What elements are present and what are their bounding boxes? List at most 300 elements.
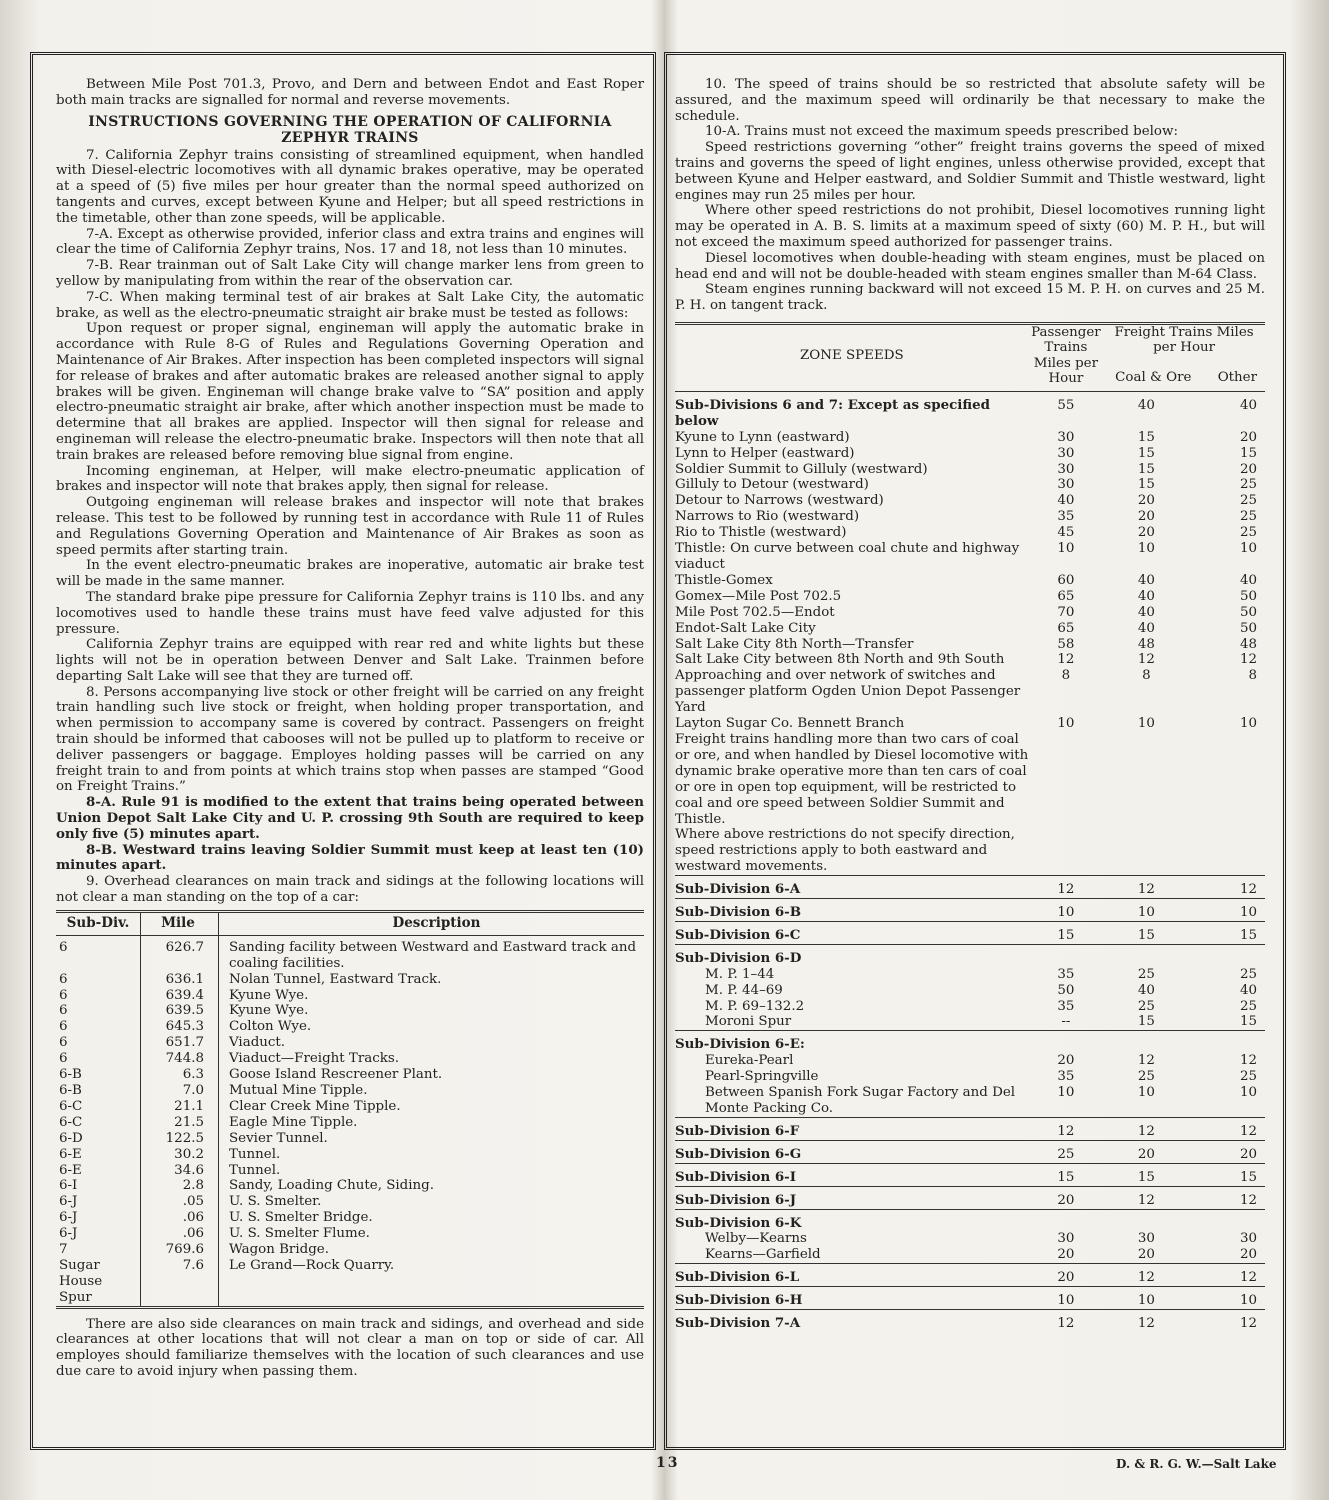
header-mile: Mile bbox=[141, 911, 219, 935]
zone-row bbox=[675, 509, 1265, 525]
coal-ore-speed: 15 bbox=[1103, 921, 1189, 944]
zone-name-cell bbox=[675, 876, 1029, 899]
zone-row bbox=[675, 1247, 1265, 1263]
coal-ore-speed: 12 bbox=[1137, 652, 1155, 668]
zone-row bbox=[675, 621, 1265, 637]
coal-ore-speed: 30 bbox=[1137, 1231, 1155, 1247]
zone-name: Layton Sugar Co. Bennett Branch bbox=[675, 716, 905, 732]
mile-cell: .06 bbox=[141, 1210, 219, 1226]
other-speed: 15 bbox=[1190, 1163, 1265, 1186]
description-cell: Nolan Tunnel, Eastward Track. bbox=[229, 971, 442, 987]
table-row bbox=[56, 935, 644, 971]
other-speed: 12 bbox=[1190, 1117, 1265, 1140]
passenger-speed: 20 bbox=[1057, 1053, 1075, 1069]
coal-ore-speed: 40 bbox=[1137, 982, 1155, 998]
other-speed: 12 bbox=[1190, 1186, 1265, 1209]
zone-name: Gilluly to Detour (westward) bbox=[675, 477, 869, 493]
other-speed: 15 bbox=[1190, 921, 1265, 944]
zone-name-cell bbox=[675, 621, 1029, 637]
coal-ore-speed bbox=[1103, 1031, 1189, 1053]
zone-name: Eureka-Pearl bbox=[705, 1053, 794, 1069]
zone-name: Narrows to Rio (westward) bbox=[675, 509, 860, 525]
other-speed: 48 bbox=[1239, 636, 1257, 652]
zone-row bbox=[675, 1014, 1265, 1030]
coal-ore-speed: 12 bbox=[1103, 1264, 1189, 1287]
other-speed: 20 bbox=[1239, 461, 1257, 477]
table-row bbox=[56, 1003, 644, 1019]
coal-ore-speed: 15 bbox=[1137, 1014, 1155, 1030]
mile-cell: 2.8 bbox=[141, 1178, 219, 1194]
table-row bbox=[56, 1115, 644, 1131]
description-cell: Colton Wye. bbox=[229, 1019, 312, 1035]
other-speed: 10 bbox=[1239, 1085, 1257, 1101]
mile-cell: 6.3 bbox=[141, 1067, 219, 1083]
table-row bbox=[56, 1210, 644, 1226]
subdiv-cell: 6 bbox=[56, 1051, 141, 1067]
coal-ore-speed: 12 bbox=[1103, 1310, 1189, 1332]
subdiv-cell: 6-C bbox=[56, 1099, 141, 1115]
clearance-header-row bbox=[56, 911, 644, 935]
subdivision-row bbox=[675, 391, 1265, 429]
subdiv-cell: 6-B bbox=[56, 1083, 141, 1099]
description-cell: Tunnel. bbox=[229, 1162, 281, 1178]
passenger-speed: 10 bbox=[1029, 1287, 1104, 1310]
passenger-speed: 8 bbox=[1061, 668, 1071, 684]
subdiv-cell: 6 bbox=[56, 972, 141, 988]
passenger-speed: 15 bbox=[1029, 921, 1104, 944]
zone-row bbox=[675, 605, 1265, 621]
coal-ore-speed: 15 bbox=[1137, 477, 1155, 493]
zone-name-cell bbox=[675, 1186, 1029, 1209]
zone-name-cell bbox=[675, 1310, 1029, 1332]
zone-row bbox=[675, 1231, 1265, 1247]
zone-row bbox=[675, 1069, 1265, 1085]
zone-row bbox=[675, 999, 1265, 1015]
table-row bbox=[56, 1163, 644, 1179]
instruction-paragraphs bbox=[56, 148, 644, 906]
other-speed: 10 bbox=[1190, 1287, 1265, 1310]
zone-name: Gomex—Mile Post 702.5 bbox=[675, 588, 842, 604]
zone-name: Salt Lake City between 8th North and 9th South bbox=[675, 652, 1005, 668]
zone-name-cell bbox=[675, 899, 1029, 922]
passenger-speed: 30 bbox=[1057, 461, 1075, 477]
description-cell: Eagle Mine Tipple. bbox=[229, 1114, 358, 1130]
zone-row bbox=[675, 1085, 1265, 1117]
zone-name-cell bbox=[675, 1140, 1029, 1163]
description-cell: Kyune Wye. bbox=[229, 987, 309, 1003]
coal-ore-speed: 40 bbox=[1137, 620, 1155, 636]
zone-row bbox=[675, 652, 1265, 668]
zone-header-row bbox=[675, 323, 1265, 391]
coal-ore-speed: 48 bbox=[1137, 636, 1155, 652]
other-speed: 40 bbox=[1239, 982, 1257, 998]
zone-name: Sub-Division 6-D bbox=[675, 949, 802, 966]
passenger-speed: 12 bbox=[1029, 876, 1104, 899]
zone-row bbox=[675, 637, 1265, 653]
description-cell: Sevier Tunnel. bbox=[229, 1130, 328, 1146]
passenger-speed: 58 bbox=[1057, 636, 1075, 652]
other-speed: 15 bbox=[1239, 445, 1257, 461]
zone-name-cell bbox=[675, 732, 1029, 827]
zone-name: Sub-Division 6-C bbox=[675, 926, 801, 943]
description-cell: Le Grand—Rock Quarry. bbox=[229, 1257, 395, 1273]
other-speed: 12 bbox=[1239, 652, 1257, 668]
table-row bbox=[56, 1051, 644, 1067]
zone-speeds-table bbox=[675, 322, 1265, 1332]
zone-name-cell bbox=[675, 430, 1029, 446]
other-header: Other bbox=[1217, 369, 1257, 385]
passenger-speed: 65 bbox=[1057, 620, 1075, 636]
description-cell: U. S. Smelter Flume. bbox=[229, 1226, 370, 1242]
other-speed: 25 bbox=[1239, 509, 1257, 525]
paragraph: Incoming engineman, at Helper, will make electro-pneumatic application of brakes and inspector will note that brakes apply, then signal for release. bbox=[56, 463, 644, 495]
freight-header bbox=[1103, 323, 1265, 391]
table-row bbox=[56, 1226, 644, 1242]
passenger-speed: 10 bbox=[1029, 899, 1104, 922]
subdiv-cell: 6-D bbox=[56, 1131, 141, 1147]
freight-subheaders bbox=[1103, 370, 1265, 386]
zone-name-cell bbox=[675, 1163, 1029, 1186]
mile-cell: 626.7 bbox=[141, 935, 219, 971]
passenger-speed: 15 bbox=[1029, 1163, 1104, 1186]
zone-name: Thistle: On curve between coal chute and highway viaduct bbox=[675, 541, 1020, 573]
coal-ore-speed: 20 bbox=[1137, 525, 1155, 541]
passenger-speed: 30 bbox=[1057, 429, 1075, 445]
table-row bbox=[56, 972, 644, 988]
other-speed: 20 bbox=[1190, 1140, 1265, 1163]
subdivision-row bbox=[675, 876, 1265, 899]
zone-name-cell bbox=[675, 827, 1029, 875]
passenger-speed: 12 bbox=[1029, 1310, 1104, 1332]
left-column bbox=[56, 77, 644, 1380]
mile-cell: 744.8 bbox=[141, 1051, 219, 1067]
zone-name-cell bbox=[675, 1264, 1029, 1287]
passenger-speed: 45 bbox=[1057, 525, 1075, 541]
mile-cell: 122.5 bbox=[141, 1131, 219, 1147]
passenger-speed: 20 bbox=[1029, 1264, 1104, 1287]
printer-imprint: D. & R. G. W.—Salt Lake bbox=[1116, 1457, 1277, 1471]
subdiv-cell: 6 bbox=[56, 1003, 141, 1019]
other-speed bbox=[1190, 944, 1265, 966]
other-speed: 25 bbox=[1239, 1069, 1257, 1085]
passenger-speed bbox=[1029, 944, 1104, 966]
subdiv-cell: 6-I bbox=[56, 1178, 141, 1194]
coal-ore-speed: 40 bbox=[1137, 604, 1155, 620]
coal-ore-speed: 12 bbox=[1103, 876, 1189, 899]
zone-name-cell bbox=[675, 391, 1029, 429]
coal-ore-speed: 20 bbox=[1137, 493, 1155, 509]
zone-name: Sub-Division 6-B bbox=[675, 904, 802, 921]
subdiv-cell: 7 bbox=[56, 1242, 141, 1258]
coal-ore-speed: 25 bbox=[1137, 998, 1155, 1014]
other-speed: 25 bbox=[1239, 477, 1257, 493]
paragraph: California Zephyr trains are equipped with rear red and white lights but these lights will not be in operation between Denver and Salt Lake. Trainmen before departing Salt Lake will see that they are turned off. bbox=[56, 637, 644, 684]
subdivision-row bbox=[675, 1117, 1265, 1140]
coal-ore-speed: 15 bbox=[1103, 1163, 1189, 1186]
table-row bbox=[56, 1131, 644, 1147]
coal-ore-speed: 15 bbox=[1137, 461, 1155, 477]
coal-ore-speed: 20 bbox=[1137, 509, 1155, 525]
mile-cell: 645.3 bbox=[141, 1019, 219, 1035]
page-number: 13 bbox=[656, 1455, 680, 1471]
coal-ore-speed: 40 bbox=[1137, 588, 1155, 604]
passenger-speed: 35 bbox=[1057, 998, 1075, 1014]
subdiv-cell: 6-J bbox=[56, 1194, 141, 1210]
speed-paragraph: Speed restrictions governing “other” freight trains governs the speed of mixed trains and governs the speed of light engines, unless otherwise provided, except that between Kyune and Helper eastward, and Soldier Summit and Thistle westward, light engines may run 25 miles per hour. bbox=[675, 140, 1265, 203]
zone-row bbox=[675, 716, 1265, 732]
zone-name: Rio to Thistle (westward) bbox=[675, 525, 847, 541]
subdiv-cell: 6-E bbox=[56, 1147, 141, 1163]
freight-header-label: Freight Trains Miles per Hour bbox=[1114, 324, 1254, 356]
mile-cell: 30.2 bbox=[141, 1147, 219, 1163]
zone-name: Sub-Division 6-A bbox=[675, 881, 801, 898]
table-row bbox=[56, 1019, 644, 1035]
subdiv-cell: 6-J bbox=[56, 1226, 141, 1242]
other-speed: 50 bbox=[1239, 604, 1257, 620]
description-cell: Sandy, Loading Chute, Siding. bbox=[229, 1178, 434, 1194]
zone-name: Sub-Divisions 6 and 7: Except as specified below bbox=[675, 396, 990, 429]
zone-name-cell bbox=[675, 605, 1029, 621]
coal-ore-speed: 15 bbox=[1137, 445, 1155, 461]
paragraph: The standard brake pipe pressure for California Zephyr trains is 110 lbs. and any locomotives used to handle these trains must have feed valve adjusted for this pressure. bbox=[56, 589, 644, 637]
description-cell: U. S. Smelter Bridge. bbox=[229, 1210, 373, 1226]
zone-row bbox=[675, 493, 1265, 509]
zone-name: Sub-Division 6-G bbox=[675, 1145, 802, 1162]
subdivision-row bbox=[675, 1287, 1265, 1310]
coal-ore-speed: 8 bbox=[1142, 668, 1151, 684]
coal-ore-speed bbox=[1103, 1209, 1189, 1231]
passenger-speed: 10 bbox=[1057, 541, 1075, 557]
paragraph: 7-C. When making terminal test of air brakes at Salt Lake City, the automatic brake, as well as the electro-pneumatic straight air brake must be tested as follows: bbox=[56, 289, 644, 321]
subdiv-cell: 6 bbox=[56, 1035, 141, 1051]
other-speed: 25 bbox=[1239, 525, 1257, 541]
zone-name: Kyune to Lynn (eastward) bbox=[675, 429, 850, 445]
zone-row bbox=[675, 462, 1265, 478]
zone-name-cell bbox=[675, 1031, 1029, 1053]
mile-cell: 7.6 bbox=[141, 1258, 219, 1307]
paragraph-bold: 8-B. Westward trains leaving Soldier Summit must keep at least ten (10) minutes apart. bbox=[56, 841, 644, 874]
zone-name: Thistle-Gomex bbox=[675, 572, 773, 588]
subdiv-cell: Sugar House Spur bbox=[56, 1258, 141, 1307]
other-speed: 10 bbox=[1190, 899, 1265, 922]
paragraph: In the event electro-pneumatic brakes are inoperative, automatic air brake test will be made in the same manner. bbox=[56, 558, 644, 590]
passenger-speed: 30 bbox=[1057, 1231, 1075, 1247]
zone-name-cell bbox=[675, 1069, 1029, 1085]
zone-name: Lynn to Helper (eastward) bbox=[675, 445, 855, 461]
zone-name-cell bbox=[675, 1209, 1029, 1231]
other-speed: 20 bbox=[1239, 429, 1257, 445]
other-speed: 10 bbox=[1239, 716, 1257, 732]
description-cell: Kyune Wye. bbox=[229, 1003, 309, 1019]
coal-ore-speed: 20 bbox=[1137, 1247, 1155, 1263]
table-row bbox=[56, 1067, 644, 1083]
zone-name: Freight trains handling more than two cars of coal or ore, and when handled by Diesel locomotive with dynamic brake operative more than ten cars of coal or ore in open top equipment, will be restricted to coal and ore speed between Soldier Summit and Thistle. bbox=[675, 731, 1029, 827]
passenger-speed: 10 bbox=[1057, 716, 1075, 732]
other-speed: 12 bbox=[1190, 1310, 1265, 1332]
subdiv-cell: 6 bbox=[56, 935, 141, 971]
other-speed: 20 bbox=[1239, 1247, 1257, 1263]
mile-cell: 7.0 bbox=[141, 1083, 219, 1099]
zone-name-cell bbox=[675, 573, 1029, 589]
other-speed: 30 bbox=[1239, 1231, 1257, 1247]
clearance-table bbox=[56, 910, 644, 1309]
passenger-speed: 35 bbox=[1057, 509, 1075, 525]
zone-name: M. P. 1–44 bbox=[705, 966, 775, 982]
other-speed bbox=[1190, 1209, 1265, 1231]
zone-name: Sub-Division 6-I bbox=[675, 1168, 796, 1185]
zone-name-cell bbox=[675, 1117, 1029, 1140]
coal-ore-speed bbox=[1103, 944, 1189, 966]
other-speed bbox=[1190, 732, 1265, 827]
zone-name: Sub-Division 6-K bbox=[675, 1214, 802, 1231]
paragraph: 10. The speed of trains should be so restricted that absolute safety will be assured, and the maximum speed will ordinarily be that necessary to make the schedule. bbox=[675, 77, 1265, 124]
other-speed: 50 bbox=[1239, 620, 1257, 636]
zone-name-cell bbox=[675, 999, 1029, 1015]
coal-ore-speed: 25 bbox=[1137, 966, 1155, 982]
passenger-speed: 20 bbox=[1029, 1186, 1104, 1209]
passenger-speed: 25 bbox=[1029, 1140, 1104, 1163]
zone-name-cell bbox=[675, 446, 1029, 462]
zone-name-cell bbox=[675, 525, 1029, 541]
description-cell: Clear Creek Mine Tipple. bbox=[229, 1098, 401, 1114]
signal-intro: Between Mile Post 701.3, Provo, and Dern and between Endot and East Roper both main tracks are signalled for normal and reverse movements. bbox=[56, 77, 644, 108]
coal-ore-speed: 15 bbox=[1137, 429, 1155, 445]
coal-ore-header: Coal & Ore bbox=[1115, 369, 1192, 385]
subdivision-row bbox=[675, 1186, 1265, 1209]
zone-name: Kearns—Garfield bbox=[705, 1247, 821, 1263]
other-speed: 8 bbox=[1248, 668, 1257, 684]
other-speed: 50 bbox=[1239, 588, 1257, 604]
passenger-header: Passenger Trains Miles per Hour bbox=[1029, 323, 1104, 391]
subdivision-row bbox=[675, 944, 1265, 966]
other-speed: 25 bbox=[1239, 493, 1257, 509]
description-cell: Sanding facility between Westward and Eastward track and coaling facilities. bbox=[229, 939, 637, 971]
zone-name-cell bbox=[675, 1287, 1029, 1310]
paragraph: 7. California Zephyr trains consisting of streamlined equipment, when handled with Diesel-electric locomotives with all dynamic brakes operative, may be operated at a speed of (5) five miles per hour greater than the normal speed authorized on tangents and curves, except between Kyune and Helper; but all speed restrictions in the timetable, other than zone speeds, will be applicable. bbox=[56, 147, 644, 226]
passenger-speed: 30 bbox=[1057, 477, 1075, 493]
coal-ore-speed: 10 bbox=[1137, 1085, 1155, 1101]
zone-name: Sub-Division 6-H bbox=[675, 1292, 803, 1309]
right-column bbox=[675, 77, 1265, 1332]
zone-name-cell bbox=[675, 637, 1029, 653]
passenger-speed: 60 bbox=[1057, 572, 1075, 588]
zone-name: Between Spanish Fork Sugar Factory and Del Monte Packing Co. bbox=[705, 1085, 1016, 1117]
zone-row bbox=[675, 573, 1265, 589]
coal-ore-speed bbox=[1103, 827, 1189, 875]
passenger-speed: 65 bbox=[1057, 588, 1075, 604]
zone-row bbox=[675, 430, 1265, 446]
description-cell: U. S. Smelter. bbox=[229, 1194, 322, 1210]
other-speed bbox=[1190, 827, 1265, 875]
paragraph: Diesel locomotives when double-heading with steam engines, must be placed on head end and will not be double-headed with steam engines smaller than M-64 Class. bbox=[675, 250, 1265, 282]
subdiv-cell: 6 bbox=[56, 988, 141, 1004]
note-row bbox=[675, 732, 1265, 827]
zone-name-cell bbox=[675, 1085, 1029, 1117]
mile-cell: 769.6 bbox=[141, 1242, 219, 1258]
other-speed: 12 bbox=[1190, 1264, 1265, 1287]
zone-name-cell bbox=[675, 1053, 1029, 1069]
passenger-speed: 35 bbox=[1057, 1069, 1075, 1085]
table-row bbox=[56, 1035, 644, 1051]
coal-ore-speed: 10 bbox=[1137, 716, 1155, 732]
zone-row bbox=[675, 589, 1265, 605]
zone-row bbox=[675, 525, 1265, 541]
zone-name-cell bbox=[675, 944, 1029, 966]
subdivision-row bbox=[675, 921, 1265, 944]
coal-ore-speed: 10 bbox=[1103, 1287, 1189, 1310]
zone-name-cell bbox=[675, 1014, 1029, 1030]
zone-name-cell bbox=[675, 541, 1029, 573]
subdivision-row bbox=[675, 1310, 1265, 1332]
other-speed: 25 bbox=[1239, 966, 1257, 982]
zone-name-cell bbox=[675, 967, 1029, 983]
subdiv-cell: 6 bbox=[56, 1019, 141, 1035]
closing-paragraph: There are also side clearances on main track and sidings, and overhead and side clearances at other locations that will not clear a man on top or side of car. All employes should familiarize themselves with the location of such clearances and use due care to avoid injury when passing them. bbox=[56, 1316, 644, 1380]
table-row bbox=[56, 988, 644, 1004]
description-cell: Viaduct—Freight Tracks. bbox=[229, 1051, 399, 1067]
zone-row bbox=[675, 983, 1265, 999]
description-cell: Tunnel. bbox=[229, 1146, 281, 1162]
subdivision-row bbox=[675, 1031, 1265, 1053]
zone-name: M. P. 44–69 bbox=[705, 982, 783, 998]
zone-name: Moroni Spur bbox=[705, 1014, 792, 1030]
zone-row bbox=[675, 477, 1265, 493]
other-speed: 12 bbox=[1190, 876, 1265, 899]
other-speed: 15 bbox=[1239, 1014, 1257, 1030]
coal-ore-speed: 12 bbox=[1137, 1053, 1155, 1069]
paragraph: 7-B. Rear trainman out of Salt Lake City will change marker lens from green to yellow by manipulating from within the rear of the observation car. bbox=[56, 258, 644, 289]
mile-cell: 651.7 bbox=[141, 1035, 219, 1051]
mile-cell: 34.6 bbox=[141, 1163, 219, 1179]
zone-name: Where above restrictions do not specify direction, speed restrictions apply to both eastward and westward movements. bbox=[675, 827, 1015, 875]
paragraph: Upon request or proper signal, engineman will apply the automatic brake in accordance with Rule 8-G of Rules and Regulations Governing Operation and Maintenance of Air Brakes. After inspection has been completed inspectors will signal for release of brakes and after automatic brakes are released another signal to apply brakes will be given. Engineman will change brake valve to “SA” position and apply electro-pneumatic straight air brake, after which another inspection must be made to determine that all brakes are applied. Inspector will then signal for release and engineman will release the electro-pneumatic brake. Inspectors will then note that all train brakes are released before removing blue signal from engine. bbox=[56, 321, 644, 463]
zone-name: Welby—Kearns bbox=[705, 1231, 807, 1247]
zone-name-cell bbox=[675, 652, 1029, 668]
mile-cell: 639.5 bbox=[141, 1003, 219, 1019]
zone-name-cell bbox=[675, 668, 1029, 716]
zone-name: Sub-Division 6-J bbox=[675, 1191, 797, 1208]
header-description: Description bbox=[219, 911, 645, 935]
coal-ore-speed: 25 bbox=[1137, 1069, 1155, 1085]
zone-name-cell bbox=[675, 589, 1029, 605]
clearance-intro: 9. Overhead clearances on main track and sidings at the following locations will not clear a man standing on the top of a car: bbox=[56, 874, 644, 906]
paragraph: 7-A. Except as otherwise provided, inferior class and extra trains and engines will clear the time of California Zephyr trains, Nos. 17 and 18, not less than 10 minutes. bbox=[56, 226, 644, 258]
passenger-speed: 10 bbox=[1057, 1085, 1075, 1101]
paragraph-bold: 8-A. Rule 91 is modified to the extent that trains being operated between Union Depot Salt Lake City and U. P. crossing 9th South are required to keep only five (5) minutes apart. bbox=[56, 794, 644, 842]
other-speed: 40 bbox=[1190, 391, 1265, 429]
section-heading: INSTRUCTIONS GOVERNING THE OPERATION OF CALIFORNIA ZEPHYR TRAINS bbox=[88, 113, 612, 146]
subdiv-cell: 6-E bbox=[56, 1163, 141, 1179]
zone-title: ZONE SPEEDS bbox=[675, 323, 1029, 391]
zone-name: Mile Post 702.5—Endot bbox=[675, 604, 835, 620]
passenger-speed bbox=[1029, 1209, 1104, 1231]
subdivision-row bbox=[675, 1209, 1265, 1231]
subdiv-cell: 6-C bbox=[56, 1115, 141, 1131]
coal-ore-speed: 10 bbox=[1137, 541, 1155, 557]
subdiv-cell: 6-B bbox=[56, 1067, 141, 1083]
subdivision-row bbox=[675, 1140, 1265, 1163]
mile-cell: .05 bbox=[141, 1194, 219, 1210]
mile-cell: 21.1 bbox=[141, 1099, 219, 1115]
zone-name-cell bbox=[675, 462, 1029, 478]
zone-name-cell bbox=[675, 716, 1029, 732]
passenger-speed bbox=[1029, 732, 1104, 827]
zone-row bbox=[675, 446, 1265, 462]
description-cell: Viaduct. bbox=[229, 1035, 286, 1051]
description-cell: Wagon Bridge. bbox=[229, 1242, 329, 1258]
subdiv-cell: 6-J bbox=[56, 1210, 141, 1226]
passenger-speed: 50 bbox=[1057, 982, 1075, 998]
